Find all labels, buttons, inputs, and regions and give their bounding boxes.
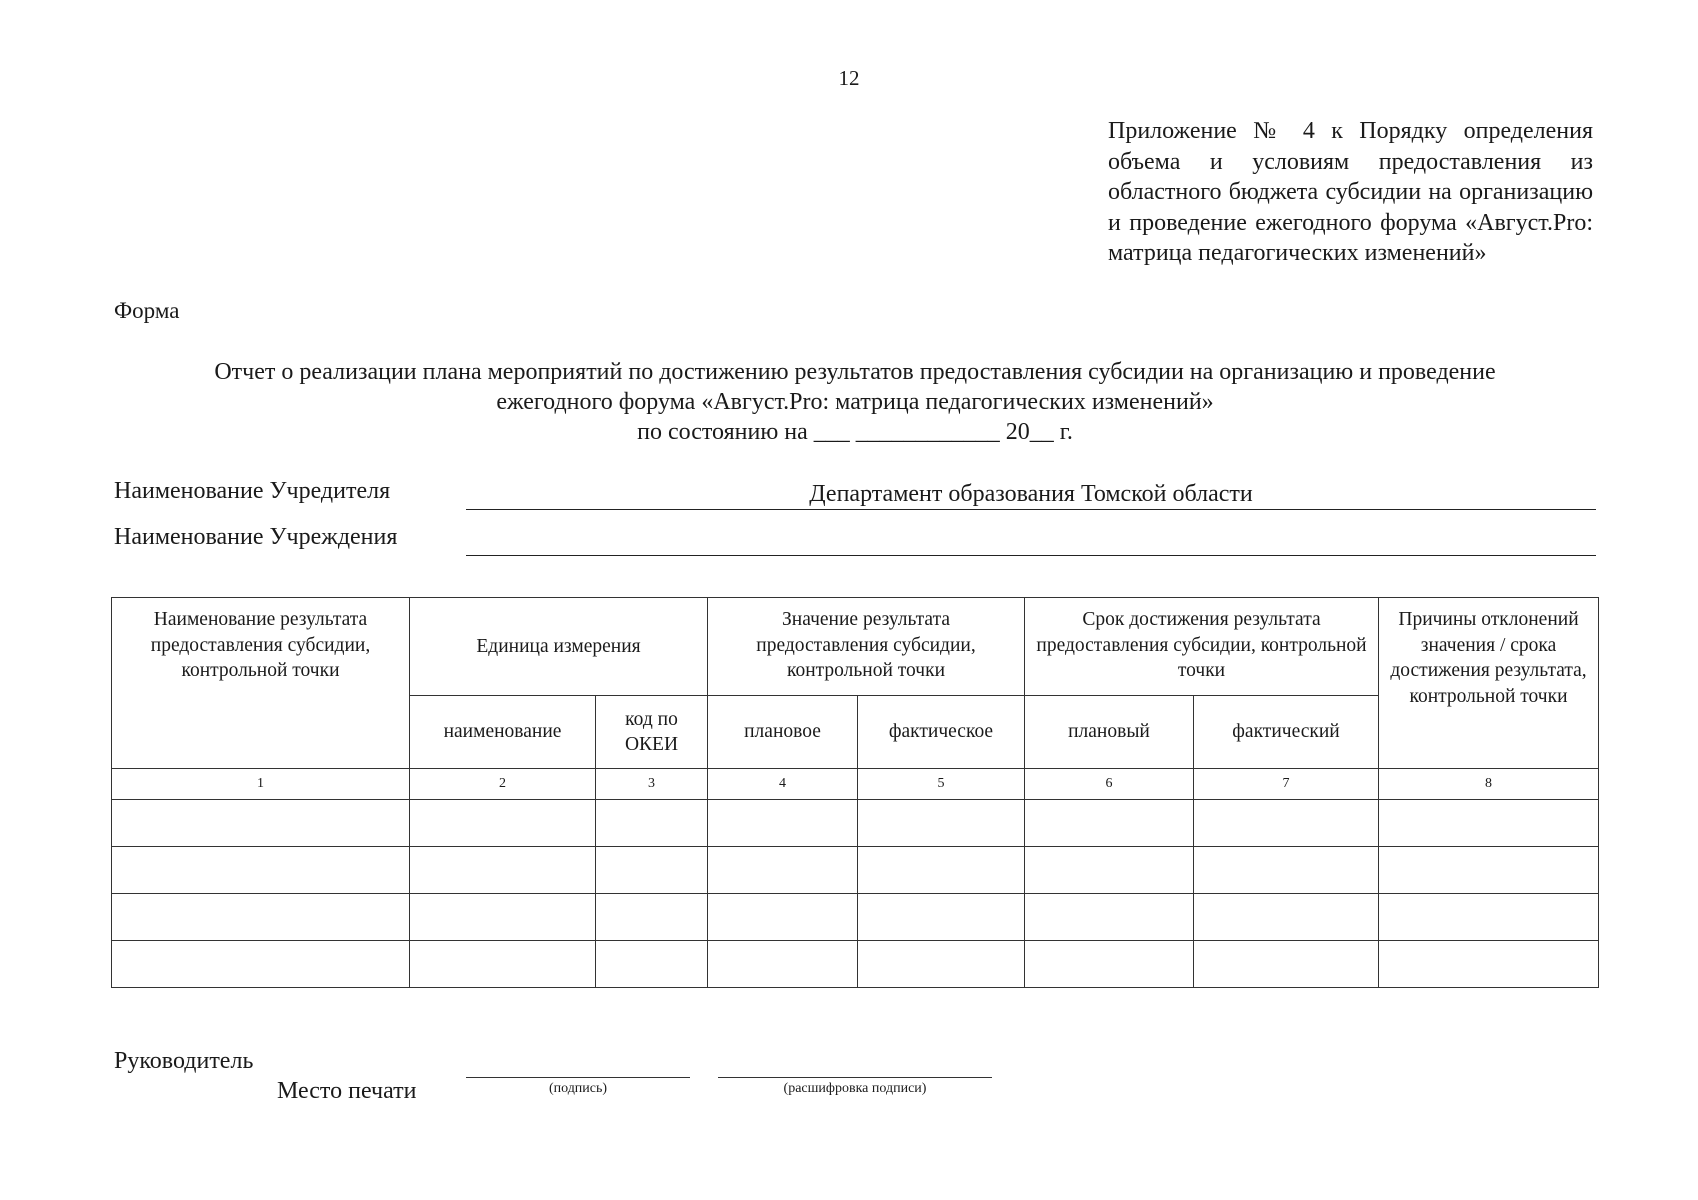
institution-field[interactable] bbox=[466, 525, 1596, 556]
table-row bbox=[112, 847, 1599, 894]
table-cell[interactable] bbox=[112, 894, 410, 941]
head-label: Руководитель bbox=[114, 1048, 254, 1074]
table-cell[interactable] bbox=[112, 847, 410, 894]
table-cell[interactable] bbox=[1025, 847, 1194, 894]
column-numbers-row bbox=[112, 769, 1599, 800]
table-cell[interactable] bbox=[410, 847, 596, 894]
column-number: 2 bbox=[410, 769, 596, 800]
column-number: 6 bbox=[1025, 769, 1194, 800]
table-cell[interactable] bbox=[858, 941, 1025, 988]
table-cell[interactable] bbox=[410, 894, 596, 941]
header-result-name: Наименование результата предоставления субсидии, контрольной точки bbox=[112, 598, 410, 769]
header-term-plan: плановый bbox=[1025, 696, 1194, 769]
header-unit-name: наименование bbox=[410, 696, 596, 769]
report-title-line-1: Отчет о реализации плана мероприятий по достижению результатов предоставления субсидии на организацию и проведение bbox=[214, 359, 1496, 385]
table-row bbox=[112, 800, 1599, 847]
header-value: Значение результата предоставления субсидии, контрольной точки bbox=[708, 598, 1025, 696]
table-cell[interactable] bbox=[410, 941, 596, 988]
column-number: 7 bbox=[1194, 769, 1379, 800]
table-cell[interactable] bbox=[112, 941, 410, 988]
table-cell[interactable] bbox=[1194, 894, 1379, 941]
table-cell[interactable] bbox=[1194, 941, 1379, 988]
table-cell[interactable] bbox=[410, 800, 596, 847]
institution-label: Наименование Учреждения bbox=[114, 524, 398, 550]
table-cell[interactable] bbox=[708, 941, 858, 988]
report-table bbox=[111, 597, 1599, 988]
table-cell[interactable] bbox=[1194, 800, 1379, 847]
column-number: 8 bbox=[1379, 769, 1599, 800]
header-term: Срок достижения результата предоставления субсидии, контрольной точки bbox=[1025, 598, 1379, 696]
column-number: 5 bbox=[858, 769, 1025, 800]
signature-decode-line[interactable] bbox=[718, 1077, 992, 1078]
table-cell[interactable] bbox=[1379, 941, 1599, 988]
signature-decode-caption: (расшифровка подписи) bbox=[783, 1081, 927, 1096]
column-number: 3 bbox=[596, 769, 708, 800]
table-cell[interactable] bbox=[1025, 894, 1194, 941]
report-title bbox=[100, 357, 1610, 447]
header-value-fact: фактическое bbox=[858, 696, 1025, 769]
founder-label: Наименование Учредителя bbox=[114, 478, 391, 504]
signature-line[interactable] bbox=[466, 1077, 690, 1078]
table-cell[interactable] bbox=[596, 800, 708, 847]
table-cell[interactable] bbox=[858, 894, 1025, 941]
signature-caption: (подпись) bbox=[548, 1081, 608, 1096]
appendix-note: Приложение № 4 к Порядку определения объема и условиям предоставления из областного бюджета субсидии на организацию и проведение ежегодного форума «Август.Pro: матрица педагогических изменений» bbox=[1108, 118, 1593, 266]
table-cell[interactable] bbox=[708, 800, 858, 847]
table-cell[interactable] bbox=[858, 800, 1025, 847]
header-reasons: Причины отклонений значения / срока достижения результата, контрольной точки bbox=[1379, 598, 1599, 769]
header-term-fact: фактический bbox=[1194, 696, 1379, 769]
report-title-date-line: по состоянию на ___ ____________ 20__ г. bbox=[637, 419, 1073, 445]
table-cell[interactable] bbox=[596, 847, 708, 894]
header-value-plan: плановое bbox=[708, 696, 858, 769]
seal-label: Место печати bbox=[277, 1078, 417, 1104]
founder-field[interactable]: Департамент образования Томской области bbox=[466, 479, 1596, 510]
header-unit-code: код по ОКЕИ bbox=[596, 696, 708, 769]
table-cell[interactable] bbox=[708, 847, 858, 894]
table-cell[interactable] bbox=[1025, 941, 1194, 988]
column-number: 4 bbox=[708, 769, 858, 800]
header-unit: Единица измерения bbox=[410, 598, 708, 696]
table-cell[interactable] bbox=[1379, 847, 1599, 894]
table-cell[interactable] bbox=[112, 800, 410, 847]
form-label: Форма bbox=[114, 298, 180, 323]
table-cell[interactable] bbox=[1379, 800, 1599, 847]
table-cell[interactable] bbox=[596, 941, 708, 988]
report-title-line-2: ежегодного форума «Август.Pro: матрица педагогических изменений» bbox=[496, 389, 1214, 415]
table-row bbox=[112, 894, 1599, 941]
page-number: 12 bbox=[838, 66, 860, 90]
column-number: 1 bbox=[112, 769, 410, 800]
table-cell[interactable] bbox=[596, 894, 708, 941]
table-cell[interactable] bbox=[708, 894, 858, 941]
table-cell[interactable] bbox=[858, 847, 1025, 894]
table-cell[interactable] bbox=[1379, 894, 1599, 941]
table-cell[interactable] bbox=[1025, 800, 1194, 847]
table-row bbox=[112, 941, 1599, 988]
table-cell[interactable] bbox=[1194, 847, 1379, 894]
